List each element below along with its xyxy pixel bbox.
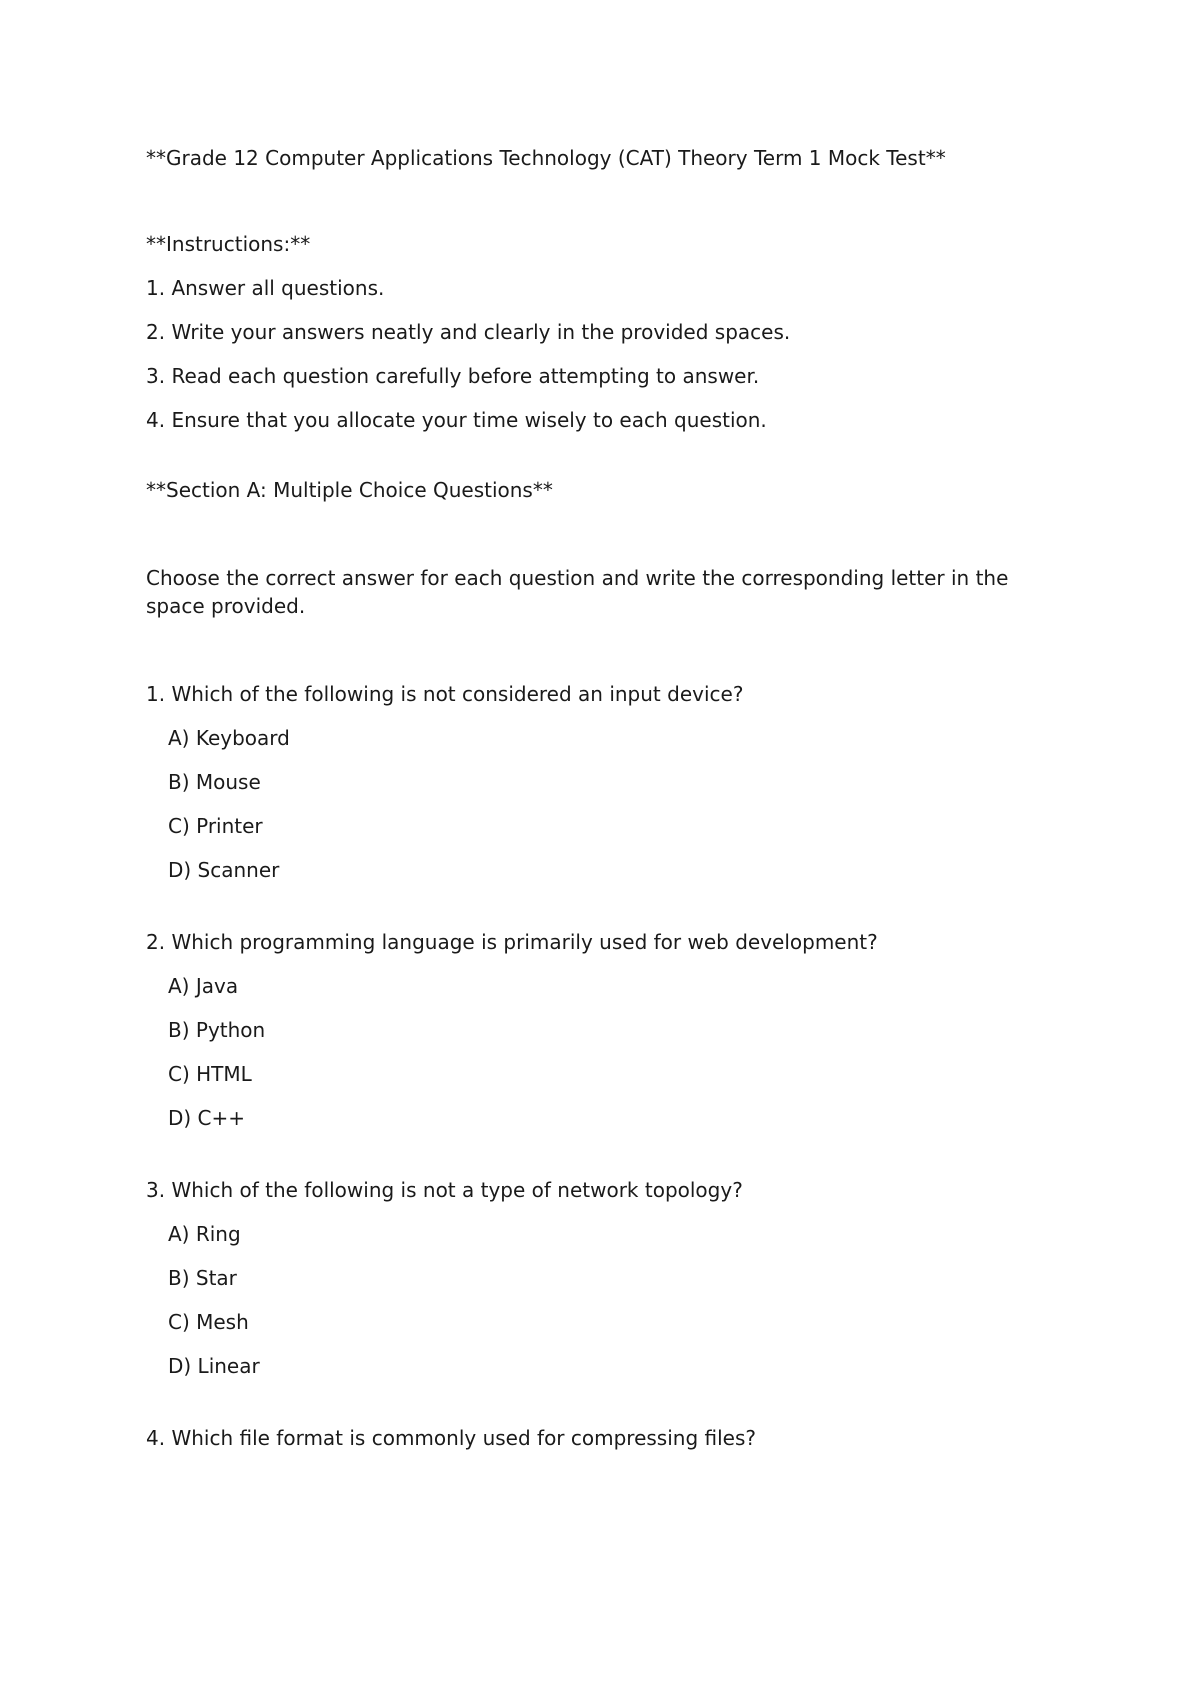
answer-option: D) Scanner — [168, 858, 280, 882]
instruction-item: 2. Write your answers neatly and clearly in the provided spaces. — [146, 320, 791, 344]
answer-option: B) Star — [168, 1266, 237, 1290]
instructions-heading: **Instructions:** — [146, 232, 311, 256]
instruction-item: 4. Ensure that you allocate your time wisely to each question. — [146, 408, 767, 432]
question-text: 1. Which of the following is not considered an input device? — [146, 682, 744, 706]
question-2 — [146, 928, 1046, 1132]
question-text: 2. Which programming language is primarily used for web development? — [146, 930, 878, 954]
answer-option: D) C++ — [168, 1106, 246, 1130]
answer-option: A) Keyboard — [168, 726, 290, 750]
answer-option: C) Printer — [168, 814, 263, 838]
instruction-item: 3. Read each question carefully before attempting to answer. — [146, 364, 760, 388]
question-text: 4. Which file format is commonly used for compressing files? — [146, 1426, 756, 1450]
answer-option: D) Linear — [168, 1354, 260, 1378]
document-title: **Grade 12 Computer Applications Technology (CAT) Theory Term 1 Mock Test** — [146, 146, 946, 170]
instruction-item: 1. Answer all questions. — [146, 276, 385, 300]
answer-option: C) HTML — [168, 1062, 252, 1086]
answer-option: B) Mouse — [168, 770, 261, 794]
section-intro: Choose the correct answer for each question and write the corresponding letter in the space provided. — [146, 566, 1009, 618]
answer-option: C) Mesh — [168, 1310, 249, 1334]
answer-option: B) Python — [168, 1018, 266, 1042]
document-content — [146, 144, 1046, 1452]
instructions-list — [146, 274, 1046, 434]
question-3 — [146, 1176, 1046, 1380]
section-heading: **Section A: Multiple Choice Questions** — [146, 478, 553, 502]
question-text: 3. Which of the following is not a type of network topology? — [146, 1178, 743, 1202]
question-1 — [146, 680, 1046, 884]
answer-option: A) Ring — [168, 1222, 241, 1246]
question-4 — [146, 1424, 1046, 1452]
answer-option: A) Java — [168, 974, 239, 998]
